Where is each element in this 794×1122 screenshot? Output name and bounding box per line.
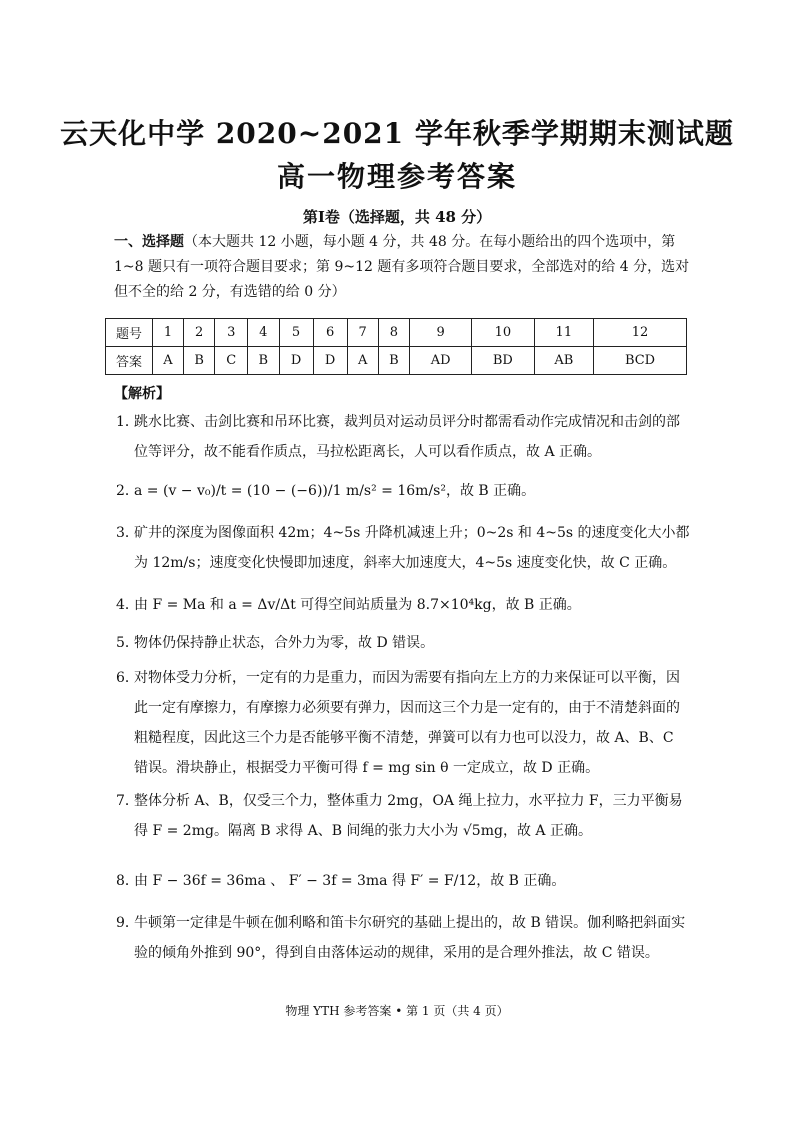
answer-cell: B [183, 347, 214, 375]
question-number: 11 [534, 319, 593, 347]
answer-cell: BCD [594, 347, 687, 375]
answer-title: 高一物理参考答案 [276, 160, 517, 193]
instructions [114, 230, 694, 305]
item-number: 4． [116, 597, 139, 613]
section-heading: 第Ⅰ卷（选择题，共 48 分） [302, 208, 492, 226]
item-number: 7． [116, 793, 139, 809]
analysis-item-9 [116, 908, 690, 968]
question-number: 7 [347, 319, 378, 347]
answer-row [106, 347, 687, 375]
question-number: 10 [472, 319, 535, 347]
item-text: 对物体受力分析，一定有的力是重力，而因为需要有指向左上方的力来保证可以平衡，因此一定有摩擦力，有摩擦力必须要有弹力，因而这三个力是一定有的，由于不清楚斜面的粗糙程度，因此这三个力是否能够平衡不清楚，弹簧可以有力也可以没力，故 A、B、C 错误。滑块静止，根据受力平衡可得 f = mg sin θ 一定成立，故 D 正确。 [134, 670, 680, 776]
item-text: 由 F = Ma 和 a = Δv/Δt 可得空间站质量为 8.7×10⁴kg，故 B 正确。 [134, 597, 581, 613]
item-text: 整体分析 A、B，仅受三个力，整体重力 2mg，OA 绳上拉力，水平拉力 F，三力平衡易得 F = 2mg。隔离 B 求得 A、B 间绳的张力大小为 √5mg，故 A 正确。 [134, 793, 683, 839]
item-number: 8． [116, 873, 139, 889]
analysis-heading: 【解析】 [114, 386, 170, 402]
analysis-item-5 [116, 628, 690, 658]
item-number: 2． [116, 483, 139, 499]
answer-cell: B [378, 347, 409, 375]
analysis-item-2 [116, 476, 690, 506]
analysis-item-1 [116, 407, 690, 467]
question-number: 2 [183, 319, 214, 347]
item-number: 9． [116, 915, 139, 931]
exam-title: 云天化中学 2020~2021 学年秋季学期期末测试题 [60, 117, 734, 150]
answer-cell: D [313, 347, 347, 375]
item-number: 3． [116, 525, 139, 541]
item-text: 矿井的深度为图像面积 42m；4~5s 升降机减速上升；0~2s 和 4~5s 的速度变化大小都为 12m/s；速度变化快慢即加速度，斜率大加速度大，4~5s 速度变化快，故 C 正确。 [134, 525, 690, 571]
item-text: 跳水比赛、击剑比赛和吊环比赛，裁判员对运动员评分时都需看动作完成情况和击剑的部位等评分，故不能看作质点，马拉松距离长，人可以看作质点，故 A 正确。 [134, 414, 680, 460]
question-number: 6 [313, 319, 347, 347]
item-text: 由 F − 36f = 36ma 、 F′ − 3f = 3ma 得 F′ = F/12，故 B 正确。 [134, 873, 566, 889]
question-number: 1 [153, 319, 184, 347]
analysis-item-7 [116, 786, 690, 846]
question-number: 8 [378, 319, 409, 347]
answer-table [105, 318, 687, 375]
item-text: 物体仍保持静止状态，合外力为零，故 D 错误。 [134, 635, 435, 651]
analysis-item-4 [116, 590, 690, 620]
row-label-answer: 答案 [106, 347, 153, 375]
item-number: 5． [116, 635, 139, 651]
answer-cell: AB [534, 347, 593, 375]
item-number: 6． [116, 670, 139, 686]
instructions-text: （本大题共 12 小题，每小题 4 分，共 48 分。在每小题给出的四个选项中，第 1~8 题只有一项符合题目要求；第 9~12 题有多项符合题目要求，全部选对的给 4 分，选对但不全的给 2 分，有选错的给 0 分） [114, 234, 690, 300]
analysis-item-6 [116, 663, 690, 783]
instructions-label: 一、选择题 [114, 234, 184, 250]
answer-cell: AD [410, 347, 472, 375]
answer-cell: C [215, 347, 248, 375]
row-label-number: 题号 [106, 319, 153, 347]
answer-cell: D [279, 347, 313, 375]
question-number: 9 [410, 319, 472, 347]
item-number: 1． [116, 414, 139, 430]
number-row [106, 319, 687, 347]
item-text: 牛顿第一定律是牛顿在伽利略和笛卡尔研究的基础上提出的，故 B 错误。伽利略把斜面实验的倾角外推到 90°，得到自由落体运动的规律，采用的是合理外推法，故 C 错误。 [134, 915, 686, 961]
answer-cell: BD [472, 347, 535, 375]
answer-cell: A [347, 347, 378, 375]
answer-cell: A [153, 347, 184, 375]
analysis-item-3 [116, 518, 690, 578]
page-footer: 物理 YTH 参考答案 • 第 1 页（共 4 页） [285, 1004, 509, 1018]
item-text: a = (v − v₀)/t = (10 − (−6))/1 m/s² = 16m/s²，故 B 正确。 [134, 483, 536, 499]
answer-cell: B [248, 347, 279, 375]
question-number: 4 [248, 319, 279, 347]
analysis-item-8 [116, 866, 690, 896]
question-number: 3 [215, 319, 248, 347]
question-number: 12 [594, 319, 687, 347]
question-number: 5 [279, 319, 313, 347]
